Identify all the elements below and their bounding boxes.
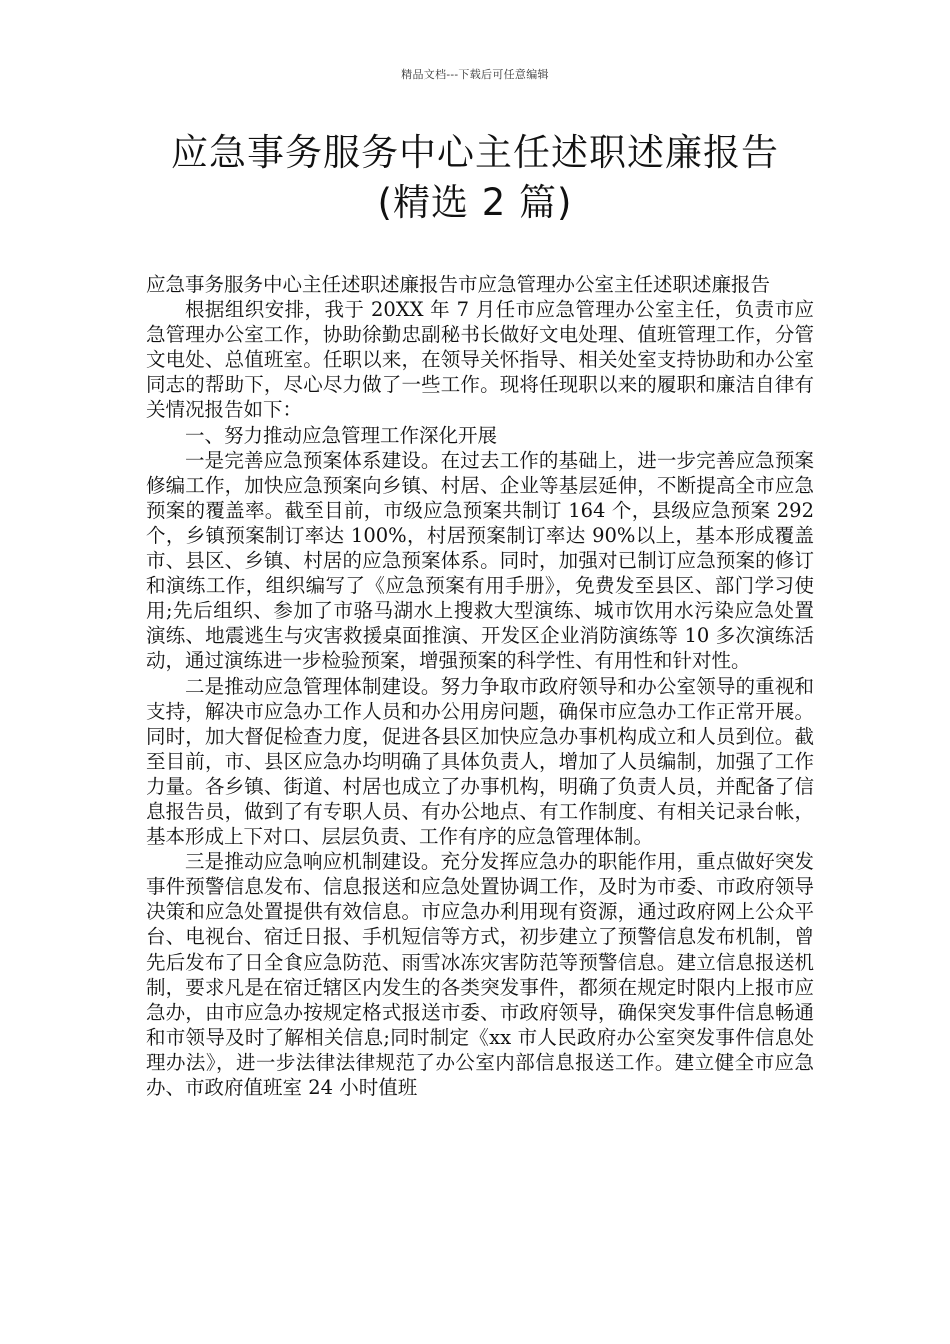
- title-line-2: (精选 2 篇): [377, 181, 573, 224]
- document-title: [100, 128, 850, 228]
- page-header-note: 精品文档---下载后可任意编辑: [401, 68, 549, 81]
- body-paragraph: 二是推动应急管理体制建设。努力争取市政府领导和办公室领导的重视和支持，解决市应急办工作人员和办公用房问题，确保市应急办工作正常开展。同时，加大督促检查力度，促进各县区加快应急办事机构成立和人员到位。截至目前，市、县区应急办均明确了具体负责人，增加了人员编制，加强了工作力量。各乡镇、街道、村居也成立了办事机构，明确了负责人员，并配备了信息报告员，做到了有专职人员、有办公地点、有工作制度、有相关记录台帐，基本形成上下对口、层层负责、工作有序的应急管理体制。: [146, 674, 814, 849]
- body-paragraph: 根据组织安排，我于 20XX 年 7 月任市应急管理办公室主任，负责市应急管理办公室工作，协助徐勤忠副秘书长做好文电处理、值班管理工作，分管文电处、总值班室。任职以来，在领导关怀指导、相关处室支持协助和办公室同志的帮助下，尽心尽力做了一些工作。现将任现职以来的履职和廉洁自律有关情况报告如下：: [146, 298, 814, 422]
- document-body: [146, 272, 814, 1100]
- title-line-1: 应急事务服务中心主任述职述廉报告: [171, 131, 779, 174]
- intro-paragraph: 应急事务服务中心主任述职述廉报告市应急管理办公室主任述职述廉报告: [146, 273, 771, 296]
- body-paragraph: 三是推动应急响应机制建设。充分发挥应急办的职能作用，重点做好突发事件预警信息发布、信息报送和应急处置协调工作，及时为市委、市政府领导决策和应急处置提供有效信息。市应急办利用现有资源，通过政府网上公众平台、电视台、宿迁日报、手机短信等方式，初步建立了预警信息发布机制，曾先后发布了日全食应急防范、雨雪冰冻灾害防范等预警信息。建立信息报送机制，要求凡是在宿迁辖区内发生的各类突发事件，都须在规定时限内上报市应急办，由市应急办按规定格式报送市委、市政府领导，确保突发事件信息畅通和市领导及时了解相关信息;同时制定《xx 市人民政府办公室突发事件信息处理办法》，进一步法律法律规范了办公室内部信息报送工作。建立健全市应急办、市政府值班室 24 小时值班: [146, 850, 814, 1099]
- body-paragraph: 一是完善应急预案体系建设。在过去工作的基础上，进一步完善应急预案修编工作，加快应急预案向乡镇、村居、企业等基层延伸，不断提高全市应急预案的覆盖率。截至目前，市级应急预案共制订 164 个，县级应急预案 292 个，乡镇预案制订率达 100%，村居预案制订率达 90%以上，基本形成覆盖市、县区、乡镇、村居的应急预案体系。同时，加强对已制订应急预案的修订和演练工作，组织编写了《应急预案有用手册》，免费发至县区、部门学习使用;先后组织、参加了市骆马湖水上搜救大型演练、城市饮用水污染应急处置演练、地震逃生与灾害救援桌面推演、开发区企业消防演练等 10 多次演练活动，通过演练进一步检验预案，增强预案的科学性、有用性和针对性。: [146, 448, 814, 673]
- section-heading: 一、努力推动应急管理工作深化开展: [185, 423, 498, 447]
